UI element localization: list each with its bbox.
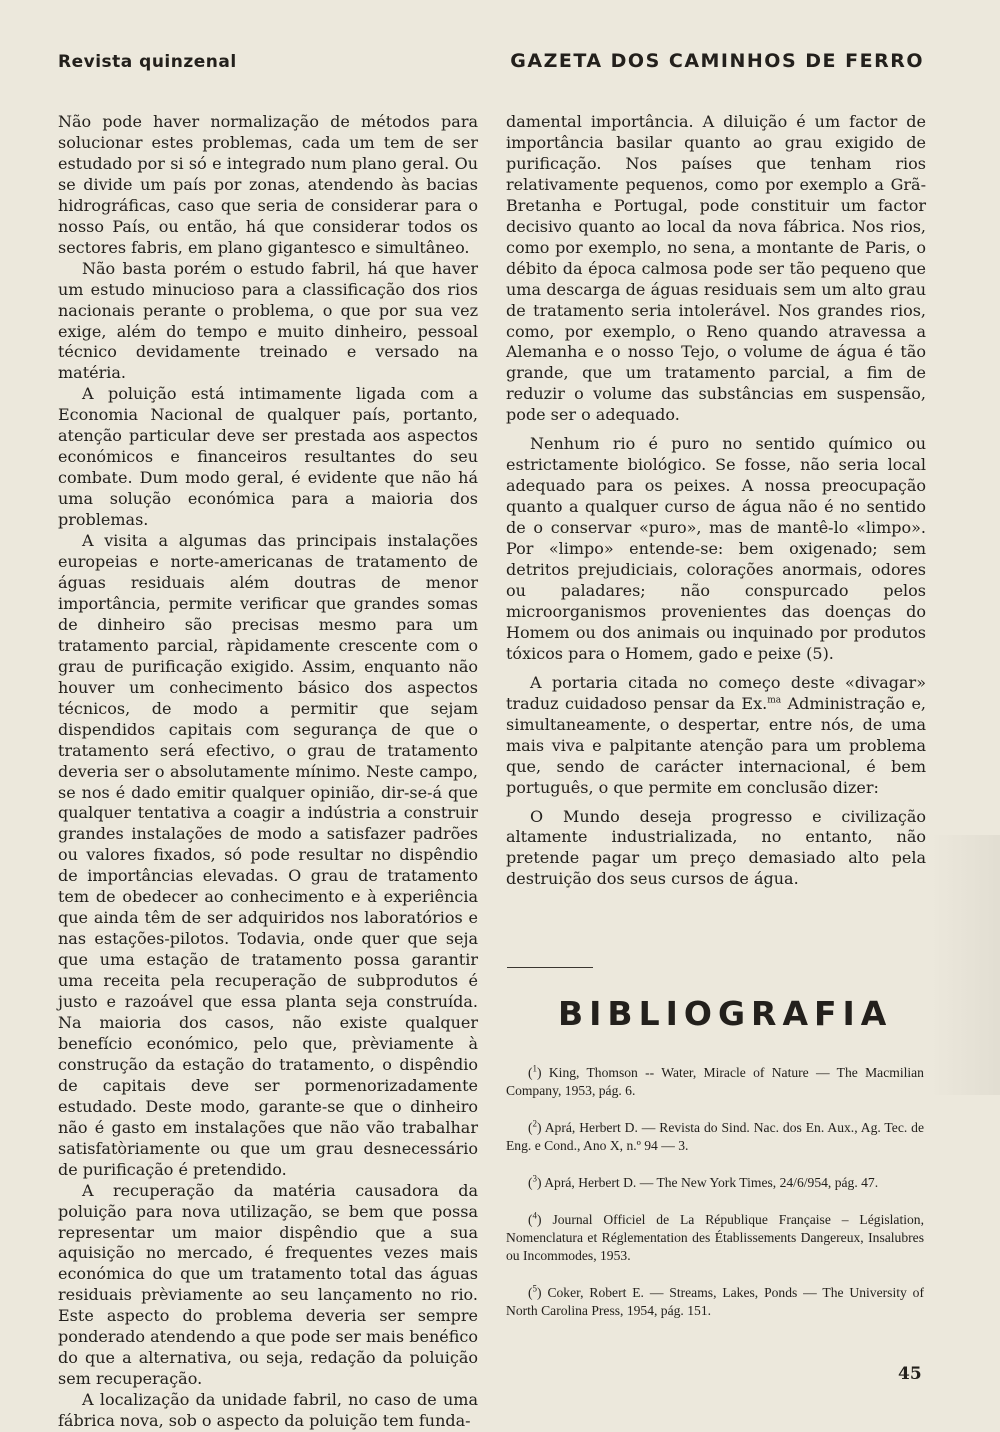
- paragraph-text: A portaria citada no começo deste «divagar» traduz cuidadoso pensar da Ex.: [506, 672, 926, 713]
- paragraph: Nenhum rio é puro no sentido químico ou estrictamente biológico. Se fosse, não seria local adequado para os peixes. A nossa preocupação quanto a qualquer curso de água não é no sentido de o conservar «puro», mas de mantê-lo «limpo». Por «limpo» entende-se: bem oxigenado; sem detritos prejudiciais, colorações anormais, odores ou paladares; não conspurcado pelos microorganismos provenientes das doenças do Homem ou dos animais ou inquinado por produtos tóxicos para o Homem, gado e peixe (5).: [506, 434, 926, 663]
- paragraph: O Mundo deseja progresso e civilização altamente industrializada, no entanto, não pretende pagar um preço demasiado alto pela destruição dos seus cursos de água.: [506, 806, 926, 889]
- reference-number: 1: [532, 1063, 538, 1074]
- paragraph-text: Administração e, simultaneamente, o despertar, entre nós, de uma mais viva e palpitante atenção para um problema que, sendo de carácter internacional, é bem português, o que permite em conclusão dizer:: [506, 693, 926, 797]
- reference-text: Aprá, Herbert D. — Revista do Sind. Nac. dos En. Aux., Ag. Tec. de Eng. e Cond., Ano X, n.º 94 — 3.: [506, 1120, 924, 1153]
- reference-item: ($^4$) Journal Officiel de La République Française – Législation, Nomenclatura et Réglementation des Établissements Dangereux, Insalubres ou Incommodes, 1953.: [506, 1210, 924, 1263]
- paragraph: [506, 673, 926, 799]
- reference-number: 4: [532, 1210, 538, 1221]
- reference-text: Journal Officiel de La République Française – Législation, Nomenclatura et Réglementation des Établissements Dangereux, Insalubres ou Incommodes, 1953.: [506, 1212, 924, 1263]
- page-number: 45: [898, 1364, 922, 1384]
- bibliography-title: BIBLIOGRAFIA: [558, 994, 893, 1033]
- reference-text: Aprá, Herbert D. — The New York Times, 24/6/954, pág. 47.: [544, 1175, 879, 1190]
- paragraph: A recuperação da matéria causadora da poluição para nova utilização, se bem que possa representar um maior dispêndio que a sua aquisição no mercado, é frequentes vezes mais económica do que um tratamento total das águas residuais prèviamente ao seu lançamento no rio. Este aspecto do problema deveria ser sempre ponderado atendendo a que pode ser mais benéfico do que a alternativa, ou seja, redação da poluição sem recuperação.: [58, 1180, 478, 1389]
- reference-number: 2: [532, 1118, 538, 1129]
- reference-item: ($^1$) King, Thomson -- Water, Miracle of Nature — The Macmilian Company, 1953, pág. 6.: [506, 1063, 924, 1098]
- paragraph-continuation: damental importância. A diluição é um factor de importância basilar quanto ao grau exigido de purificação. Nos países que tenham rios relativamente pequenos, como por exemplo a Grã-Bretanha e Portugal, pode constituir um factor decisivo quanto ao local da nova fábrica. Nos rios, como por exemplo, no sena, a montante de Paris, o débito da época calmosa pode ser tão pequeno que uma descarga de águas residuais sem um alto grau de tratamento seria intolerável. Nos grandes rios, como, por exemplo, o Reno quando atravessa a Alemanha e o nosso Tejo, o volume de água é tão grande, que um tratamento parcial, a fim de reduzir o volume das substâncias em suspensão, pode ser o adequado.: [506, 112, 926, 425]
- paragraph: Não basta porém o estudo fabril, há que haver um estudo minucioso para a classificação dos rios nacionais perante o problema, o que por sua vez exige, além do tempo e muito dinheiro, pessoal técnico devidamente treinado e versado na matéria.: [58, 258, 478, 383]
- reference-text: King, Thomson -- Water, Miracle of Nature — The Macmilian Company, 1953, pág. 6.: [506, 1065, 924, 1098]
- reference-item: ($^5$) Coker, Robert E. — Streams, Lakes, Ponds — The University of North Carolina Press, 1954, pág. 151.: [506, 1283, 924, 1318]
- left-column: [58, 112, 478, 1432]
- right-column: [506, 112, 926, 890]
- section-divider: [507, 967, 593, 968]
- paragraph: A poluição está intimamente ligada com a Economia Nacional de qualquer país, portanto, atenção particular deve ser prestada aos aspectos económicos e financeiros resultantes do seu combate. Dum modo geral, é evidente que não há uma solução económica para a maioria dos problemas.: [58, 384, 478, 530]
- header-magazine-type: Revista quinzenal: [58, 52, 237, 72]
- reference-item: ($^3$) Aprá, Herbert D. — The New York Times, 24/6/954, pág. 47.: [528, 1173, 879, 1190]
- reference-item: ($^2$) Aprá, Herbert D. — Revista do Sind. Nac. dos En. Aux., Ag. Tec. de Eng. e Cond., Ano X, n.º 94 — 3.: [506, 1118, 924, 1153]
- paragraph: A visita a algumas das principais instalações europeias e norte-americanas de tratamento de águas residuais além doutras de menor importância, permite verificar que grandes somas de dinheiro são precisas mesmo para um tratamento parcial, ràpidamente crescente com o grau de purificação exigido. Assim, enquanto não houver um conhecimento básico dos aspectos técnicos, de modo a permitir que sejam dispendidos capitais com segurança de que o tratamento será efectivo, o grau de tratamento deveria ser o absolutamente mínimo. Neste campo, se nos é dado emitir qualquer opinião, dir-se-á que qualquer tentativa a coagir a indústria a construir grandes instalações de modo a satisfazer padrões ou valores fixados, só pode resultar no dispêndio de importâncias elevadas. O grau de tratamento tem de obedecer ao conhecimento e à experiência que ainda têm de ser adquiridos nos laboratórios e nas estações-pilotos. Todavia, onde quer que seja que uma estação de tratamento possa garantir uma receita pela recuperação de subprodutos é justo e razoável que essa planta seja construída. Na maioria dos casos, não existe qualquer benefício económico, pelo que, prèviamente à construção da estação do tratamento, o dispêndio de capitais deve ser pormenorizadamente estudado. Deste modo, garante-se que o dinheiro não é gasto em instalações que não vão trabalhar satisfatòriamente ou que um grau desnecessário de purificação é pretendido.: [58, 531, 478, 1179]
- reference-number: 3: [532, 1173, 538, 1184]
- header-publication-title: GAZETA DOS CAMINHOS DE FERRO: [510, 50, 924, 72]
- reference-number: 5: [532, 1283, 538, 1294]
- paragraph: Não pode haver normalização de métodos para solucionar estes problemas, cada um tem de ser estudado por si só e integrado num plano geral. Ou se divide um país por zonas, atendendo às bacias hidrográficas, caso que seria de considerar para o nosso País, ou então, há que considerar todos os sectores fabris, em plano gigantesco e simultâneo.: [58, 112, 478, 257]
- superscript: ma: [767, 695, 782, 706]
- page-shading: [930, 835, 1000, 1095]
- paragraph: A localização da unidade fabril, no caso de uma fábrica nova, sob o aspecto da poluição tem funda-: [58, 1390, 478, 1431]
- reference-text: Coker, Robert E. — Streams, Lakes, Ponds — The University of North Carolina Press, 1954, pág. 151.: [506, 1285, 924, 1318]
- bibliography-list: [506, 1064, 924, 1339]
